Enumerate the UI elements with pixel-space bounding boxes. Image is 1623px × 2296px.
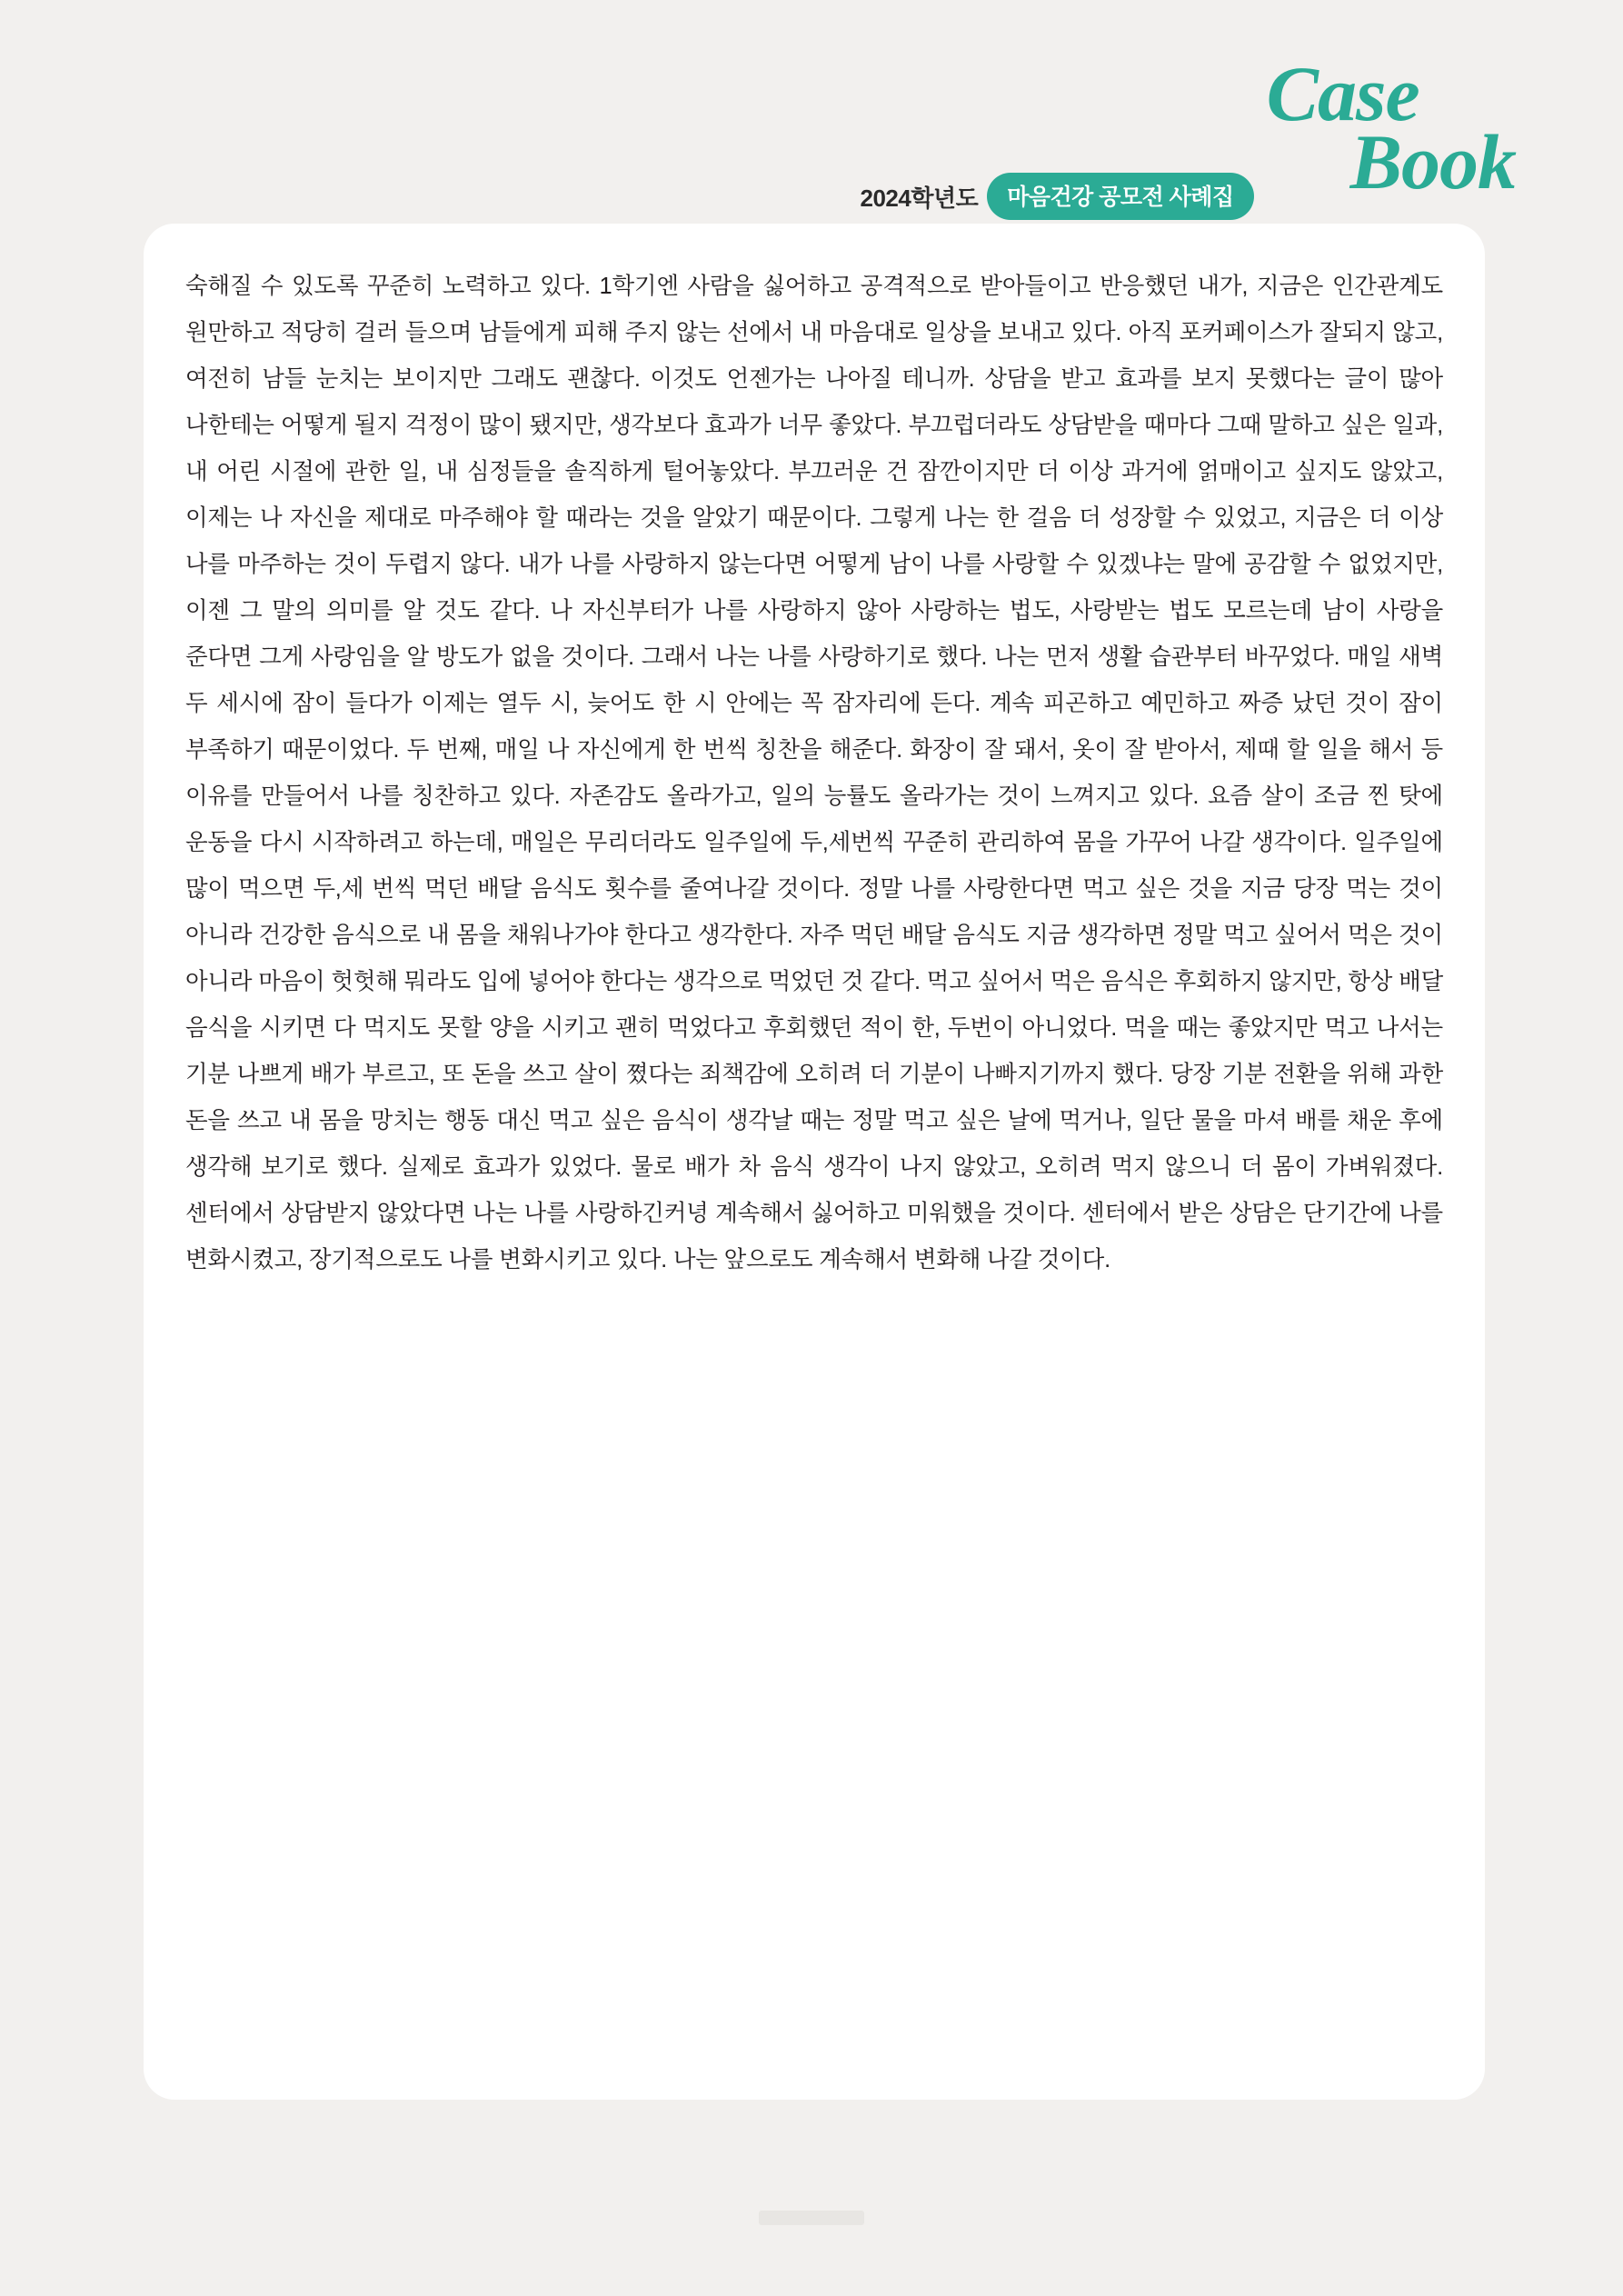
header-contest-pill: 마음건강 공모전 사례집 — [987, 173, 1253, 220]
document-content — [185, 264, 1443, 1283]
logo-line-case: Case — [1266, 50, 1419, 137]
header-year-label: 2024학년도 — [860, 184, 979, 212]
header-label-group — [861, 173, 1254, 220]
document-page — [144, 224, 1485, 2100]
footer-bar — [759, 2211, 864, 2225]
casebook-logo — [1266, 50, 1516, 205]
header-branding — [860, 50, 1516, 220]
logo-line-book: Book — [1349, 117, 1516, 205]
body-paragraph: 숙해질 수 있도록 꾸준히 노력하고 있다. 1학기엔 사람을 싫어하고 공격적으로 받아들이고 반응했던 내가, 지금은 인간관계도 원만하고 적당히 걸러 들으며 남들에게 피해 주지 않는 선에서 내 마음대로 일상을 보내고 있다. 아직 포커페이스가 잘되지 않고, 여전히 남들 눈치는 보이지만 그래도 괜찮다. 이것도 언젠가는 나아질 테니까. 상담을 받고 효과를 보지 못했다는 글이 많아 나한테는 어떻게 될지 걱정이 많이 됐지만, 생각보다 효과가 너무 좋았다. 부끄럽더라도 상담받을 때마다 그때 말하고 싶은 일과, 내 어린 시절에 관한 일, 내 심정들을 솔직하게 털어놓았다. 부끄러운 건 잠깐이지만 더 이상 과거에 얽매이고 싶지도 않았고, 이제는 나 자신을 제대로 마주해야 할 때라는 것을 알았기 때문이다. 그렇게 나는 한 걸음 더 성장할 수 있었고, 지금은 더 이상 나를 마주하는 것이 두렵지 않다. 내가 나를 사랑하지 않는다면 어떻게 남이 나를 사랑할 수 있겠냐는 말에 공감할 수 없었지만, 이젠 그 말의 의미를 알 것도 같다. 나 자신부터가 나를 사랑하지 않아 사랑하는 법도, 사랑받는 법도 모르는데 남이 사랑을 준다면 그게 사랑임을 알 방도가 없을 것이다. 그래서 나는 나를 사랑하기로 했다. 나는 먼저 생활 습관부터 바꾸었다. 매일 새벽 두 세시에 잠이 들다가 이제는 열두 시, 늦어도 한 시 안에는 꼭 잠자리에 든다. 계속 피곤하고 예민하고 짜증 났던 것이 잠이 부족하기 때문이었다. 두 번째, 매일 나 자신에게 한 번씩 칭찬을 해준다. 화장이 잘 돼서, 옷이 잘 받아서, 제때 할 일을 해서 등 이유를 만들어서 나를 칭찬하고 있다. 자존감도 올라가고, 일의 능률도 올라가는 것이 느껴지고 있다. 요즘 살이 조금 찐 탓에 운동을 다시 시작하려고 하는데, 매일은 무리더라도 일주일에 두,세번씩 꾸준히 관리하여 몸을 가꾸어 나갈 생각이다. 일주일에 많이 먹으면 두,세 번씩 먹던 배달 음식도 횟수를 줄여나갈 것이다. 정말 나를 사랑한다면 먹고 싶은 것을 지금 당장 먹는 것이 아니라 건강한 음식으로 내 몸을 채워나가야 한다고 생각한다. 자주 먹던 배달 음식도 지금 생각하면 정말 먹고 싶어서 먹은 것이 아니라 마음이 헛헛해 뭐라도 입에 넣어야 한다는 생각으로 먹었던 것 같다. 먹고 싶어서 먹은 음식은 후회하지 않지만, 항상 배달 음식을 시키면 다 먹지도 못할 양을 시키고 괜히 먹었다고 후회했던 적이 한, 두번이 아니었다. 먹을 때는 좋았지만 먹고 나서는 기분 나쁘게 배가 부르고, 또 돈을 쓰고 살이 쪘다는 죄책감에 오히려 더 기분이 나빠지기까지 했다. 당장 기분 전환을 위해 과한 돈을 쓰고 내 몸을 망치는 행동 대신 먹고 싶은 음식이 생각날 때는 정말 먹고 싶은 날에 먹거나, 일단 물을 마셔 배를 채운 후에 생각해 보기로 했다. 실제로 효과가 있었다. 물로 배가 차 음식 생각이 나지 않았고, 오히려 먹지 않으니 더 몸이 가벼워졌다. 센터에서 상담받지 않았다면 나는 나를 사랑하긴커녕 계속해서 싫어하고 미워했을 것이다. 센터에서 받은 상담은 단기간에 나를 변화시켰고, 장기적으로도 나를 변화시키고 있다. 나는 앞으로도 계속해서 변화해 나갈 것이다. — [185, 274, 1443, 1273]
